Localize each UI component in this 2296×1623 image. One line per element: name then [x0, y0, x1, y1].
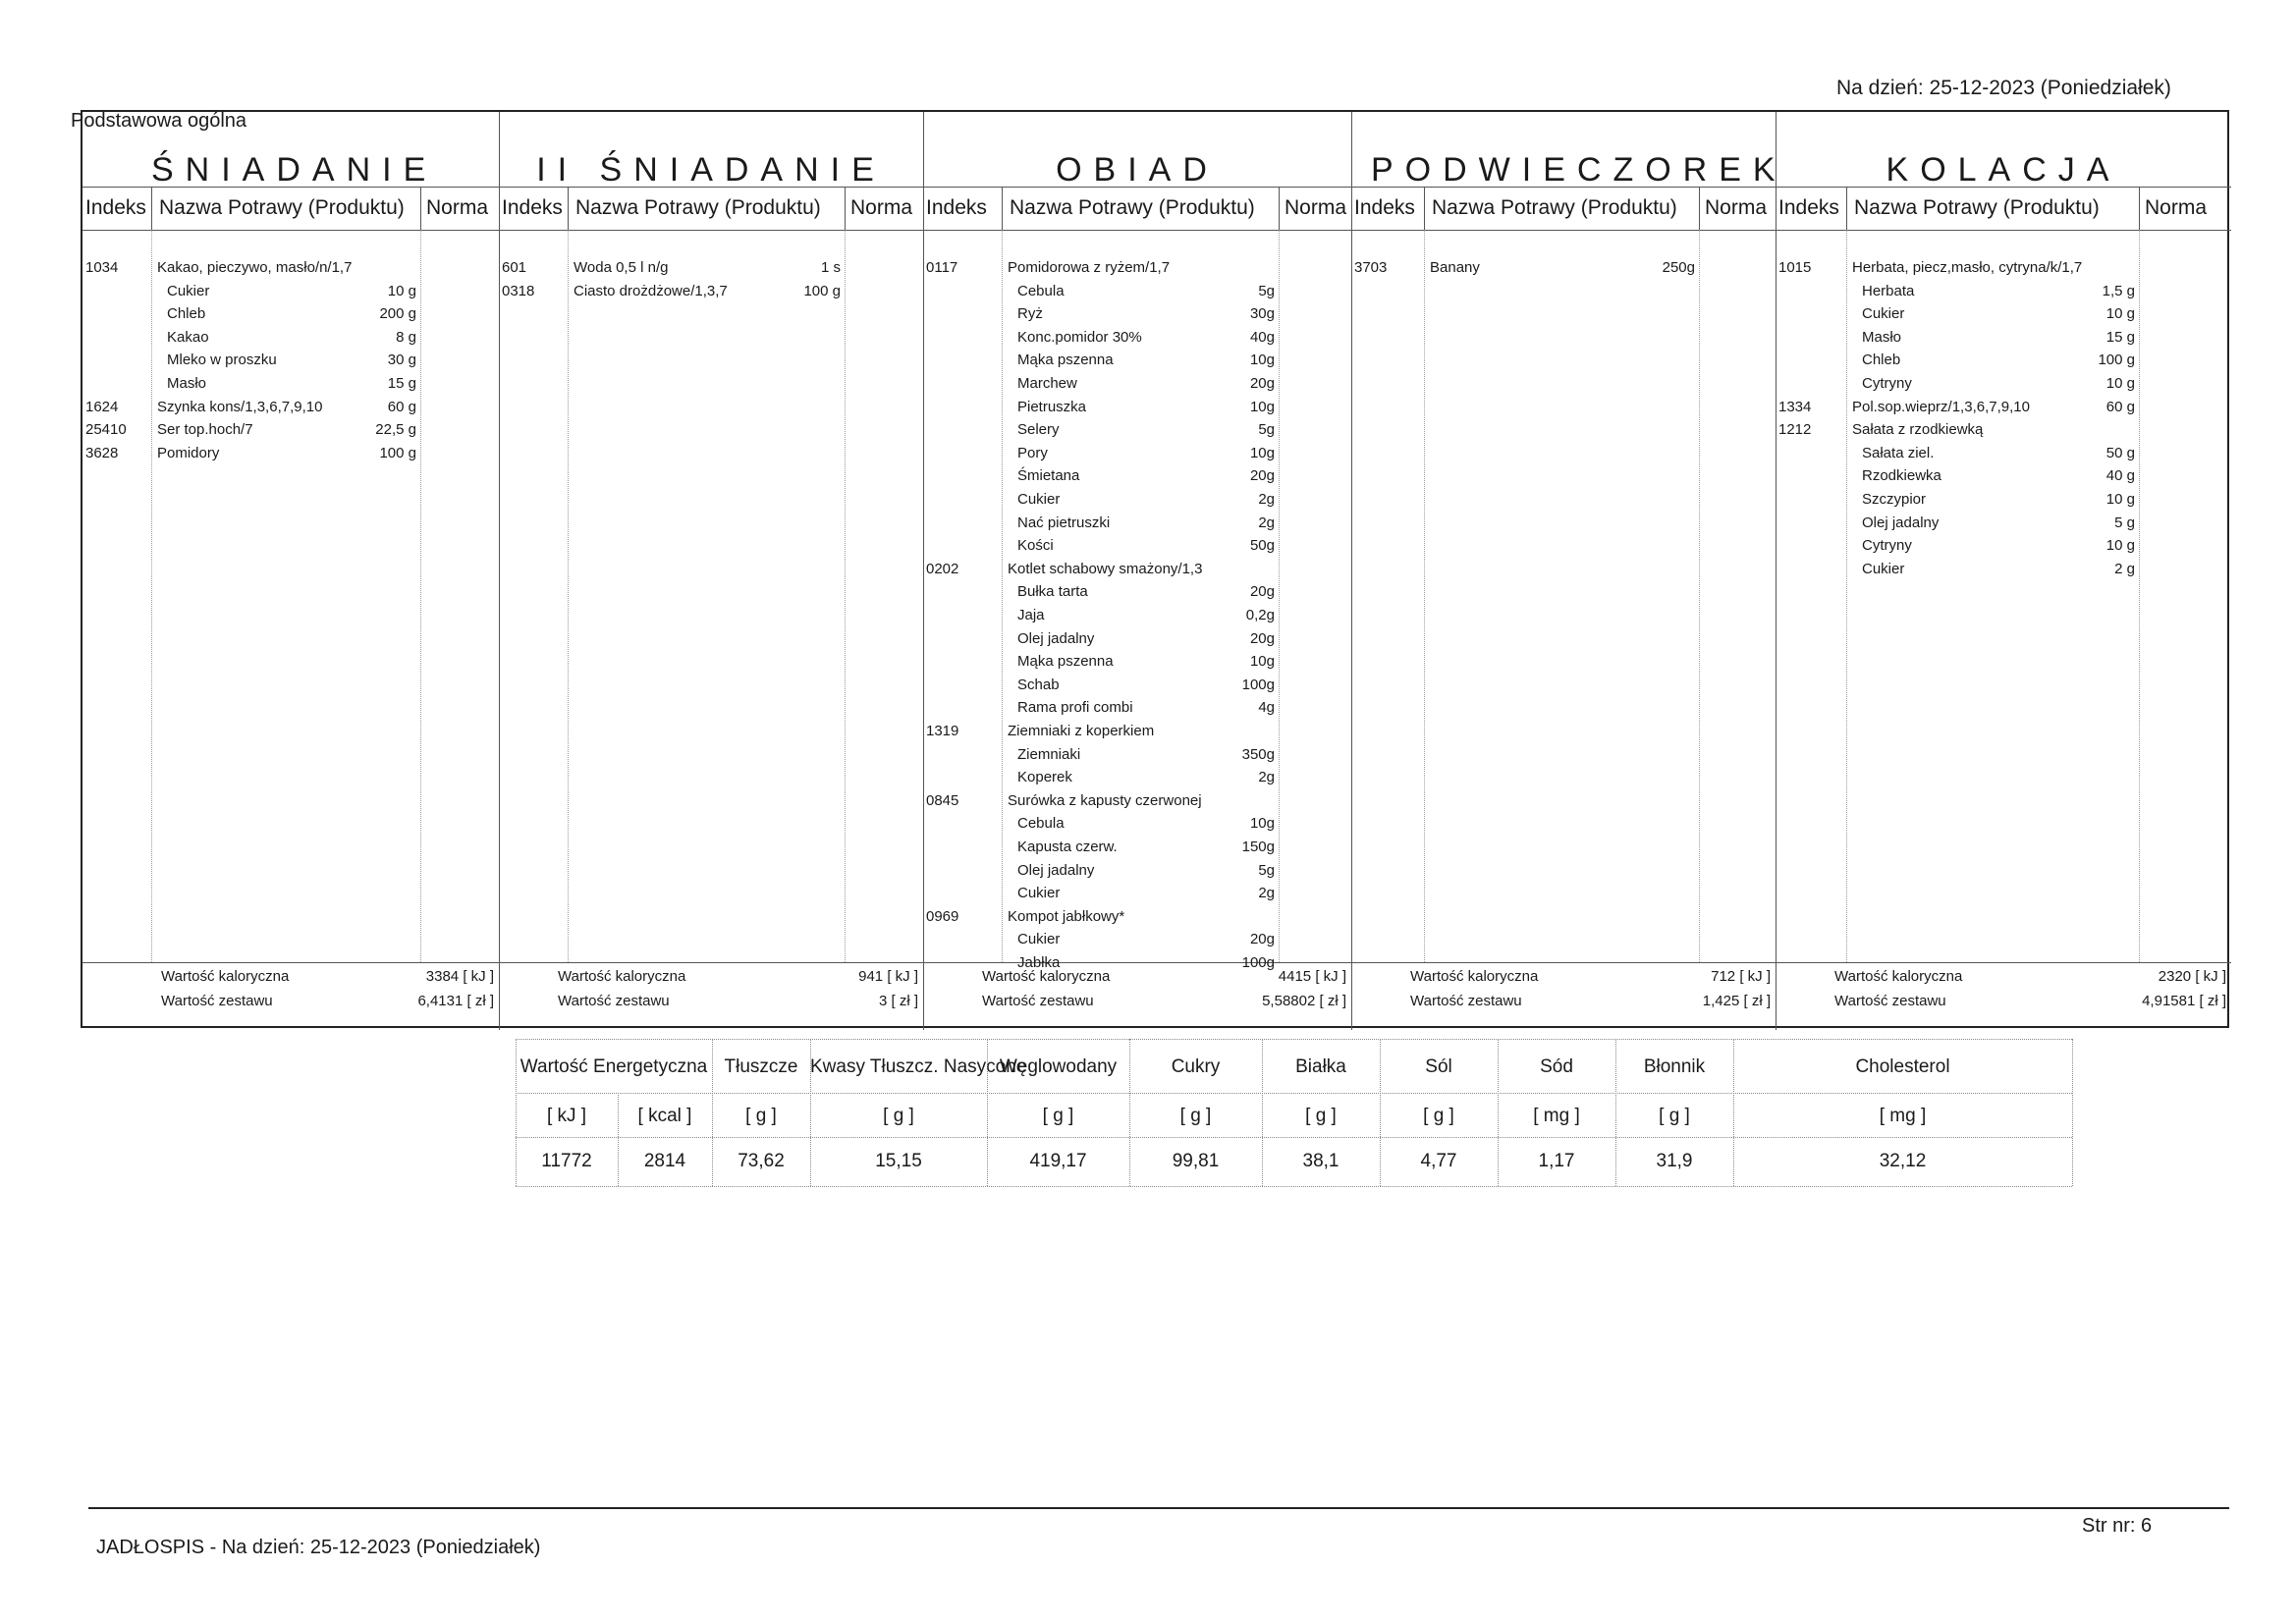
column-header-index: Indeks	[926, 196, 987, 219]
ingredient-name: Rama profi combi	[1017, 699, 1133, 717]
nutrient-value: 1,17	[1538, 1151, 1575, 1171]
column-header-norm: Norma	[426, 196, 489, 219]
cost-label: Wartość zestawu	[982, 993, 1094, 1009]
dish-name: Kakao, pieczywo, masło/n/1,7	[157, 259, 353, 276]
portion-norm: 200 g	[379, 305, 416, 323]
dish-index: 1319	[926, 723, 959, 739]
ingredient-name: Cukier	[1017, 491, 1061, 508]
nutrition-column-divider	[1498, 1039, 1499, 1186]
portion-norm: 5g	[1258, 282, 1275, 299]
meal-title: ŚNIADANIE	[151, 151, 438, 189]
portion-norm: 5g	[1258, 421, 1275, 439]
nutrient-header: Błonnik	[1643, 1056, 1706, 1077]
ingredient-name: Mąka pszenna	[1017, 352, 1114, 369]
portion-norm: 60 g	[2105, 398, 2135, 415]
nutrient-unit: [ kJ ]	[546, 1106, 587, 1126]
portion-norm: 100 g	[2098, 352, 2135, 369]
dish-index: 25410	[85, 421, 127, 439]
header-column-divider	[420, 187, 421, 230]
index-column-divider	[1846, 230, 1847, 962]
portion-norm: 10 g	[387, 282, 416, 299]
ingredient-name: Cukier	[167, 282, 210, 299]
section-divider	[1351, 112, 1352, 1030]
portion-norm: 100 g	[803, 282, 841, 299]
header-column-divider	[1424, 187, 1425, 230]
portion-norm: 60 g	[387, 398, 416, 415]
energy-value: 2320 [ kJ ]	[2158, 968, 2226, 985]
dish-index: 1624	[85, 398, 119, 415]
ingredient-name: Kości	[1017, 537, 1054, 555]
ingredient-name: Cukier	[1862, 560, 1905, 577]
dish-index: 1212	[1778, 421, 1812, 439]
nutrient-header: Węglowodany	[999, 1056, 1118, 1077]
nutrition-column-divider	[1380, 1039, 1381, 1186]
index-column-divider	[151, 230, 152, 962]
section-divider	[923, 112, 924, 1030]
norm-column-divider	[1699, 230, 1700, 962]
portion-norm: 50 g	[2105, 444, 2135, 461]
dish-index: 0202	[926, 560, 959, 577]
header-column-divider	[568, 187, 569, 230]
summary-divider	[82, 962, 2231, 963]
portion-norm: 0,2g	[1245, 607, 1275, 623]
nutrient-header: Wartość Energetyczna	[519, 1056, 708, 1077]
dish-name: Ziemniaki z koperkiem	[1008, 723, 1155, 739]
ingredient-name: Cebula	[1017, 815, 1065, 833]
dish-name: Kotlet schabowy smażony/1,3	[1008, 560, 1203, 577]
ingredient-name: Mąka pszenna	[1017, 653, 1114, 671]
nutrient-header: Sól	[1425, 1056, 1452, 1077]
portion-norm: 10g	[1249, 398, 1275, 415]
energy-label: Wartość kaloryczna	[161, 968, 290, 985]
portion-norm: 1 s	[820, 259, 841, 276]
portion-norm: 15 g	[2105, 328, 2135, 346]
ingredient-name: Śmietana	[1017, 467, 1080, 485]
dish-name: Pomidory	[157, 444, 220, 461]
header-column-divider	[1279, 187, 1280, 230]
nutrient-value: 99,81	[1172, 1151, 1220, 1171]
energy-label: Wartość kaloryczna	[1410, 968, 1539, 985]
cost-label: Wartość zestawu	[1410, 993, 1522, 1009]
portion-norm: 100 g	[379, 444, 416, 461]
column-header-index: Indeks	[85, 196, 146, 219]
portion-norm: 10g	[1249, 653, 1275, 671]
meal-title: KOLACJA	[1886, 151, 2121, 189]
ingredient-name: Bułka tarta	[1017, 583, 1088, 601]
nutrition-column-divider	[1262, 1039, 1263, 1186]
nutrient-header: Sód	[1540, 1056, 1573, 1077]
energy-value: 941 [ kJ ]	[858, 968, 918, 985]
column-header-name: Nazwa Potrawy (Produktu)	[1010, 196, 1255, 219]
column-header-norm: Norma	[2145, 196, 2208, 219]
column-header-index: Indeks	[1778, 196, 1839, 219]
energy-label: Wartość kaloryczna	[1834, 968, 1963, 985]
dish-name: Szynka kons/1,3,6,7,9,10	[157, 398, 323, 415]
nutrition-column-divider	[810, 1039, 811, 1186]
portion-norm: 350g	[1241, 745, 1275, 763]
column-header-name: Nazwa Potrawy (Produktu)	[1854, 196, 2100, 219]
portion-norm: 10g	[1249, 352, 1275, 369]
report-date: Na dzień: 25-12-2023 (Poniedziałek)	[1836, 77, 2171, 99]
nutrition-row-divider	[516, 1186, 2072, 1187]
nutrition-column-divider	[516, 1039, 517, 1186]
nutrient-unit: [ g ]	[1659, 1106, 1690, 1126]
header-column-divider	[1002, 187, 1003, 230]
dish-index: 0845	[926, 791, 959, 809]
portion-norm: 10 g	[2105, 537, 2135, 555]
cost-label: Wartość zestawu	[558, 993, 670, 1009]
nutrient-header: Tłuszcze	[724, 1056, 798, 1077]
dish-name: Sałata z rzodkiewką	[1852, 421, 1984, 439]
portion-norm: 2g	[1258, 885, 1275, 902]
ingredient-name: Koperek	[1017, 769, 1072, 786]
ingredient-name: Mleko w proszku	[167, 352, 277, 369]
footer-title: JADŁOSPIS - Na dzień: 25-12-2023 (Poniedziałek)	[96, 1537, 541, 1558]
nutrient-unit: [ g ]	[1305, 1106, 1337, 1126]
ingredient-name: Herbata	[1862, 282, 1915, 299]
portion-norm: 150g	[1241, 839, 1275, 855]
portion-norm: 10 g	[2105, 491, 2135, 508]
portion-norm: 10g	[1249, 444, 1275, 461]
dish-index: 3703	[1354, 259, 1388, 276]
dish-name: Kompot jabłkowy*	[1008, 907, 1125, 925]
portion-norm: 40 g	[2105, 467, 2135, 485]
energy-label: Wartość kaloryczna	[558, 968, 686, 985]
nutrient-unit: [ mg ]	[1879, 1106, 1927, 1126]
energy-value: 3384 [ kJ ]	[425, 968, 494, 985]
norm-column-divider	[845, 230, 846, 962]
nutrient-unit: [ kcal ]	[637, 1106, 692, 1126]
dish-name: Herbata, piecz,masło, cytryna/k/1,7	[1852, 259, 2083, 276]
dish-name: Surówka z kapusty czerwonej	[1008, 791, 1202, 809]
ingredient-name: Marchew	[1017, 375, 1077, 392]
ingredient-name: Masło	[1862, 328, 1902, 346]
index-column-divider	[1424, 230, 1425, 962]
diet-name: Podstawowa ogólna	[71, 110, 247, 132]
nutrient-value: 38,1	[1302, 1151, 1339, 1171]
portion-norm: 30g	[1249, 305, 1275, 323]
ingredient-name: Szczypior	[1862, 491, 1927, 508]
cost-label: Wartość zestawu	[1834, 993, 1946, 1009]
ingredient-name: Cukier	[1862, 305, 1905, 323]
header-column-divider	[151, 187, 152, 230]
portion-norm: 2g	[1258, 514, 1275, 531]
portion-norm: 4g	[1258, 699, 1275, 717]
cost-value: 4,91581 [ zł ]	[2142, 993, 2226, 1009]
dish-name: Ser top.hoch/7	[157, 421, 253, 439]
ingredient-name: Olej jadalny	[1862, 514, 1940, 531]
portion-norm: 8 g	[396, 328, 416, 346]
ingredient-name: Cukier	[1017, 931, 1061, 948]
portion-norm: 20g	[1249, 629, 1275, 647]
dish-index: 1334	[1778, 398, 1812, 415]
portion-norm: 20g	[1249, 375, 1275, 392]
ingredient-name: Olej jadalny	[1017, 629, 1095, 647]
nutrient-unit: [ g ]	[1179, 1106, 1212, 1126]
portion-norm: 5g	[1258, 861, 1275, 879]
ingredient-name: Jaja	[1017, 607, 1045, 623]
nutrient-value: 15,15	[875, 1151, 922, 1171]
ingredient-name: Kapusta czerw.	[1017, 839, 1118, 855]
meal-title: II ŚNIADANIE	[536, 151, 886, 189]
ingredient-name: Masło	[167, 375, 207, 392]
nutrient-value: 31,9	[1656, 1151, 1693, 1171]
ingredient-name: Cukier	[1017, 885, 1061, 902]
ingredient-name: Rzodkiewka	[1862, 467, 1941, 485]
portion-norm: 2 g	[2114, 560, 2135, 577]
nutrient-value: 2814	[643, 1151, 686, 1171]
norm-column-divider	[1279, 230, 1280, 962]
header-column-divider	[1699, 187, 1700, 230]
dish-index: 3628	[85, 444, 119, 461]
ingredient-name: Nać pietruszki	[1017, 514, 1111, 531]
portion-norm: 10 g	[2105, 375, 2135, 392]
column-header-norm: Norma	[850, 196, 913, 219]
index-column-divider	[1002, 230, 1003, 962]
nutrition-summary-table	[516, 1039, 2072, 1188]
nutrition-column-divider	[987, 1039, 988, 1186]
column-header-name: Nazwa Potrawy (Produktu)	[575, 196, 821, 219]
dish-name: Pomidorowa z ryżem/1,7	[1008, 259, 1171, 276]
ingredient-name: Chleb	[167, 305, 206, 323]
column-header-index: Indeks	[502, 196, 563, 219]
nutrient-unit: [ mg ]	[1533, 1106, 1580, 1126]
nutrition-column-divider	[618, 1093, 619, 1186]
nutrition-column-divider	[1733, 1039, 1734, 1186]
column-header-name: Nazwa Potrawy (Produktu)	[159, 196, 405, 219]
cost-value: 1,425 [ zł ]	[1702, 993, 1771, 1009]
ingredient-name: Cytryny	[1862, 375, 1912, 392]
meal-title: OBIAD	[1056, 151, 1219, 189]
dish-index: 1015	[1778, 259, 1812, 276]
header-column-divider	[845, 187, 846, 230]
nutrient-value: 32,12	[1879, 1151, 1927, 1171]
nutrient-header: Kwasy Tłuszcz. Nasycone	[810, 1056, 1027, 1077]
ingredient-name: Jabłka	[1017, 954, 1061, 971]
nutrition-column-divider	[712, 1039, 713, 1186]
nutrition-column-divider	[2072, 1039, 2073, 1186]
ingredient-name: Ryż	[1017, 305, 1043, 323]
ingredient-name: Sałata ziel.	[1862, 444, 1935, 461]
cost-value: 6,4131 [ zł ]	[417, 993, 494, 1009]
ingredient-name: Cebula	[1017, 282, 1065, 299]
portion-norm: 40g	[1249, 328, 1275, 346]
ingredient-name: Pory	[1017, 444, 1048, 461]
nutrient-header: Białka	[1295, 1056, 1346, 1077]
dish-name: Pol.sop.wieprz/1,3,6,7,9,10	[1852, 398, 2030, 415]
portion-norm: 20g	[1249, 931, 1275, 948]
column-header-name: Nazwa Potrawy (Produktu)	[1432, 196, 1677, 219]
portion-norm: 50g	[1249, 537, 1275, 555]
portion-norm: 10 g	[2105, 305, 2135, 323]
nutrition-row-divider	[516, 1137, 2072, 1138]
ingredient-name: Konc.pomidor 30%	[1017, 328, 1142, 346]
dish-index: 0969	[926, 907, 959, 925]
index-column-divider	[568, 230, 569, 962]
cost-value: 3 [ zł ]	[878, 993, 918, 1009]
nutrient-value: 11772	[541, 1151, 592, 1171]
energy-label: Wartość kaloryczna	[982, 968, 1111, 985]
dish-name: Woda 0,5 l n/g	[574, 259, 669, 276]
nutrient-unit: [ g ]	[883, 1106, 914, 1126]
column-header-norm: Norma	[1285, 196, 1347, 219]
portion-norm: 2g	[1258, 769, 1275, 786]
nutrient-unit: [ g ]	[745, 1106, 777, 1126]
cost-label: Wartość zestawu	[161, 993, 273, 1009]
column-header-divider	[82, 230, 2231, 231]
ingredient-name: Cytryny	[1862, 537, 1912, 555]
portion-norm: 2g	[1258, 491, 1275, 508]
nutrition-top-border	[516, 1039, 2072, 1040]
norm-column-divider	[2139, 230, 2140, 962]
ingredient-name: Ziemniaki	[1017, 745, 1081, 763]
meal-title: PODWIECZOREK	[1371, 151, 1787, 189]
portion-norm: 250g	[1662, 259, 1695, 276]
portion-norm: 30 g	[387, 352, 416, 369]
nutrient-value: 419,17	[1029, 1151, 1087, 1171]
section-divider	[1776, 112, 1777, 1030]
portion-norm: 20g	[1249, 467, 1275, 485]
portion-norm: 5 g	[2114, 514, 2135, 531]
nutrient-header: Cholesterol	[1855, 1056, 1950, 1077]
column-header-norm: Norma	[1705, 196, 1768, 219]
nutrient-value: 73,62	[738, 1151, 785, 1171]
nutrient-value: 4,77	[1420, 1151, 1457, 1171]
cost-value: 5,58802 [ zł ]	[1262, 993, 1346, 1009]
column-header-index: Indeks	[1354, 196, 1415, 219]
nutrition-row-divider	[516, 1093, 2072, 1094]
ingredient-name: Schab	[1017, 676, 1060, 693]
dish-index: 1034	[85, 259, 119, 276]
portion-norm: 1,5 g	[2102, 282, 2135, 299]
ingredient-name: Olej jadalny	[1017, 861, 1095, 879]
dish-index: 0318	[502, 282, 535, 299]
portion-norm: 15 g	[387, 375, 416, 392]
nutrient-unit: [ g ]	[1042, 1106, 1074, 1126]
menu-table	[81, 110, 2229, 1028]
header-column-divider	[1846, 187, 1847, 230]
ingredient-name: Selery	[1017, 421, 1060, 439]
nutrition-column-divider	[1129, 1039, 1130, 1186]
portion-norm: 20g	[1249, 583, 1275, 601]
portion-norm: 10g	[1249, 815, 1275, 833]
nutrient-unit: [ g ]	[1423, 1106, 1454, 1126]
ingredient-name: Chleb	[1862, 352, 1901, 369]
dish-index: 601	[502, 259, 527, 276]
energy-value: 4415 [ kJ ]	[1278, 968, 1346, 985]
portion-norm: 22,5 g	[375, 421, 416, 439]
section-divider	[499, 112, 500, 1030]
page-number: Str nr: 6	[2082, 1515, 2153, 1537]
nutrition-column-divider	[1615, 1039, 1616, 1186]
ingredient-name: Pietruszka	[1017, 398, 1087, 415]
footer-divider	[88, 1507, 2229, 1509]
header-column-divider	[2139, 187, 2140, 230]
portion-norm: 100g	[1241, 676, 1275, 693]
portion-norm: 100g	[1241, 954, 1275, 971]
ingredient-name: Kakao	[167, 328, 209, 346]
dish-index: 0117	[926, 259, 958, 276]
nutrient-header: Cukry	[1171, 1056, 1221, 1077]
norm-column-divider	[420, 230, 421, 962]
dish-name: Banany	[1430, 259, 1480, 276]
dish-name: Ciasto drożdżowe/1,3,7	[574, 282, 728, 299]
energy-value: 712 [ kJ ]	[1711, 968, 1771, 985]
